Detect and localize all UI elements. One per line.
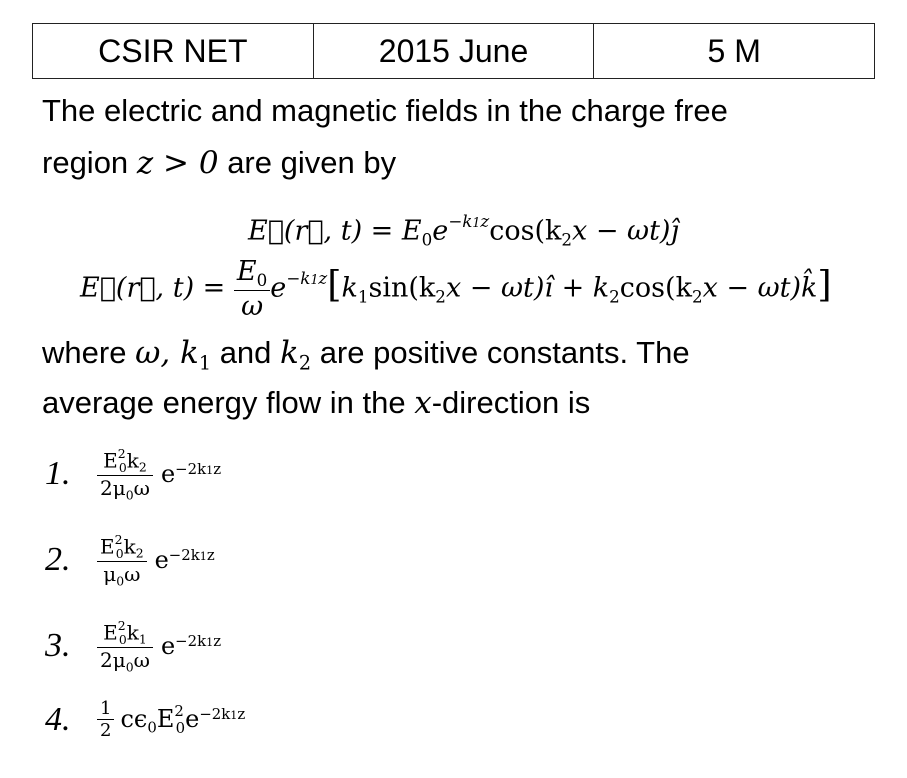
equation-electric-field: E⃗(r⃗, $t) = E_0e^{-k1z}\cos(k_2x$ − ωt)ĵ bbox=[248, 211, 679, 250]
eq2-fraction: $\frac{E_0}{\omega}$ bbox=[234, 256, 270, 322]
intro-line1: The electric and magnetic fields in the charge free bbox=[42, 93, 728, 128]
header-table bbox=[32, 23, 875, 79]
option-expression: $\frac{1}{2}$ $c\epsilon_0E^2_0e^{-2k1z}$ bbox=[97, 698, 245, 741]
option-1[interactable] bbox=[45, 446, 221, 502]
option-expression: $\frac{E^2_0k_2}{2\mu_0\omega}$ $e^{-2k1z}$ bbox=[97, 446, 221, 502]
marks-cell: 5 M bbox=[593, 24, 874, 78]
option-expression: $\frac{E^2_0k_1}{2\mu_0\omega}$ $e^{-2k1z}$ bbox=[97, 618, 221, 674]
question-line-1 bbox=[42, 85, 728, 137]
region-math: z > 0 bbox=[136, 145, 219, 181]
option-3[interactable] bbox=[45, 618, 221, 674]
intro-line2-pre: region bbox=[42, 145, 129, 180]
question-line-2 bbox=[42, 137, 396, 189]
option-2[interactable] bbox=[45, 532, 215, 588]
option-number: 1. bbox=[45, 454, 71, 492]
intro-line2-post: are given by bbox=[227, 145, 397, 180]
equation-second-field: E⃗(r⃗, t) = $\frac{E_0}{\omega}$ $e^{-k1z}[k_1\sin(k_2x$ − ωt)î + $k_2\cos(k_2x$ − ωt)k̂] bbox=[80, 256, 832, 322]
option-number: 4. bbox=[45, 700, 71, 738]
option-4[interactable] bbox=[45, 698, 245, 741]
exam-cell: CSIR NET bbox=[98, 32, 248, 69]
option-number: 2. bbox=[45, 540, 71, 578]
question-line-4: average energy flow in the x-direction is bbox=[42, 385, 591, 421]
question-line-3: where ω, $k_1$ and $k_2$ are positive constants. The bbox=[42, 335, 690, 375]
option-number: 3. bbox=[45, 626, 71, 664]
session-cell: 2015 June bbox=[313, 24, 594, 78]
option-expression: $\frac{E^2_0k_2}{\mu_0\omega}$ $e^{-2k1z}$ bbox=[97, 532, 215, 588]
